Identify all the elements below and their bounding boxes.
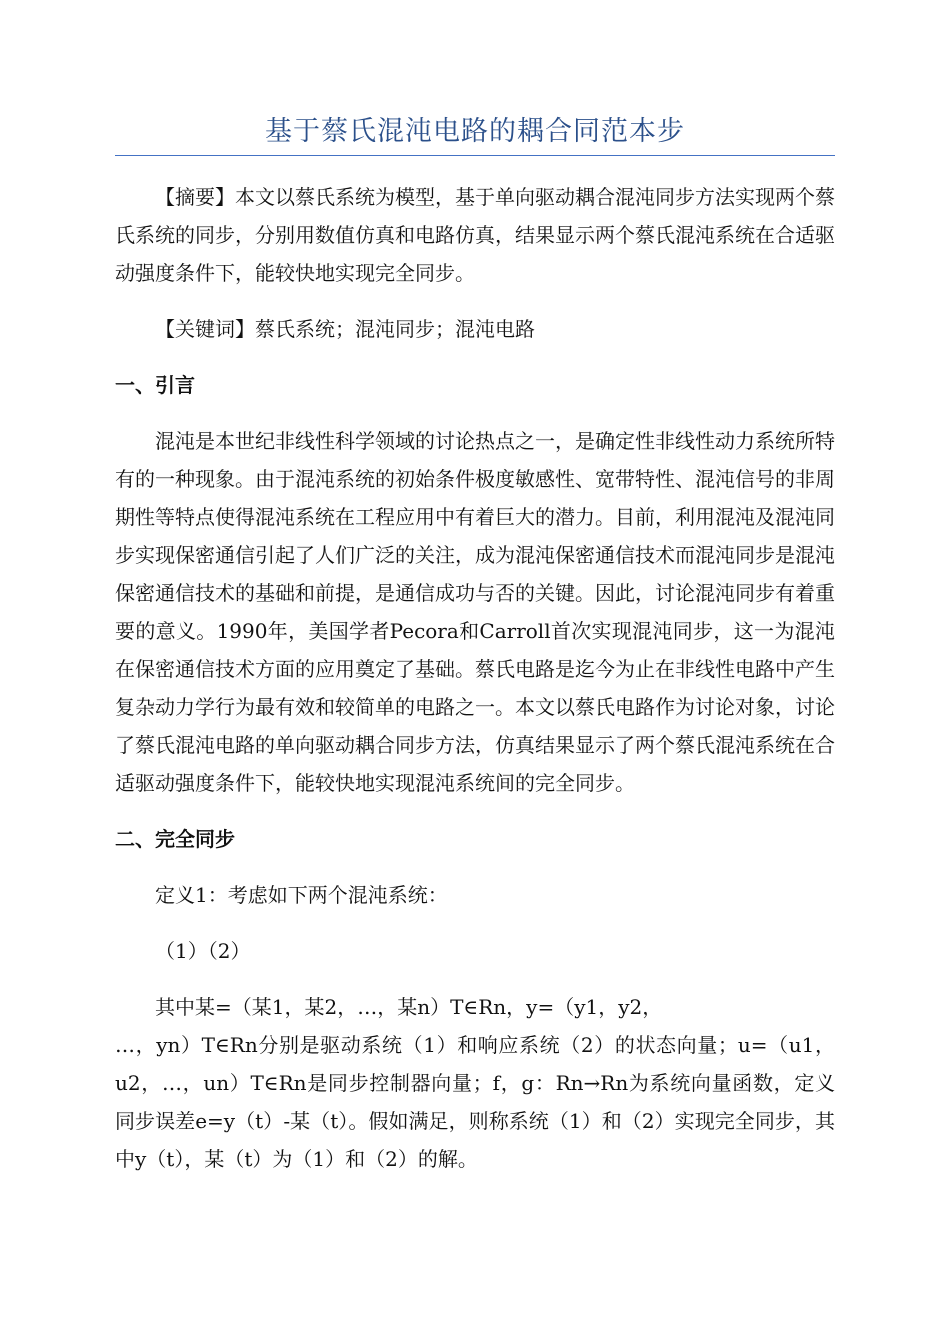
section-heading-complete-sync: 二、完全同步 [115, 827, 235, 851]
section-heading-introduction: 一、引言 [115, 373, 195, 397]
keywords-paragraph: 【关键词】蔡氏系统；混沌同步；混沌电路 [155, 317, 535, 341]
spacer [115, 348, 835, 366]
document-title: 基于蔡氏混沌电路的耦合同范本步 [265, 116, 685, 147]
title-underline [115, 155, 835, 156]
spacer [115, 858, 835, 876]
abstract-paragraph: 【摘要】本文以蔡氏系统为模型，基于单向驱动耦合混沌同步方法实现两个蔡氏系统的同步，分别用数值仿真和电路仿真，结果显示两个蔡氏混沌系统在合适驱动强度条件下，能较快地实现完全同步。 [115, 185, 835, 285]
definition-text-line: 其中某=（某1，某2，…，某n）T∈Rn，y=（y1，y2， [155, 995, 663, 1019]
equation-labels: （1）（2） [155, 939, 251, 963]
spacer [115, 970, 835, 988]
definition-text-continuation: …，yn）T∈Rn分别是驱动系统（1）和响应系统（2）的状态向量；u=（u1，u2，…，un）T∈Rn是同步控制器向量；f，g：Rn→Rn为系统向量函数，定义同步误差e=y（t）-某（t）。假如满足，则称系统（1）和（2）实现完全同步，其中y（t），某（t）为（1）和（2）的解。 [115, 1033, 835, 1171]
spacer [115, 404, 835, 422]
definition-paragraph: 定义1：考虑如下两个混沌系统： [155, 883, 448, 907]
spacer [115, 292, 835, 310]
spacer [115, 914, 835, 932]
spacer [115, 802, 835, 820]
introduction-paragraph: 混沌是本世纪非线性科学领域的讨论热点之一，是确定性非线性动力系统所特有的一种现象。由于混沌系统的初始条件极度敏感性、宽带特性、混沌信号的非周期性等特点使得混沌系统在工程应用中有着巨大的潜力。目前，利用混沌及混沌同步实现保密通信引起了人们广泛的关注，成为混沌保密通信技术而混沌同步是混沌保密通信技术的基础和前提，是通信成功与否的关键。因此，讨论混沌同步有着重要的意义。1990年，美国学者Pecora和Carroll首次实现混沌同步，这一为混沌在保密通信技术方面的应用奠定了基础。蔡氏电路是迄今为止在非线性电路中产生复杂动力学行为最有效和较简单的电路之一。本文以蔡氏电路作为讨论对象，讨论了蔡氏混沌电路的单向驱动耦合同步方法，仿真结果显示了两个蔡氏混沌系统在合适驱动强度条件下，能较快地实现混沌系统间的完全同步。 [115, 429, 835, 795]
document-body [115, 178, 835, 1178]
